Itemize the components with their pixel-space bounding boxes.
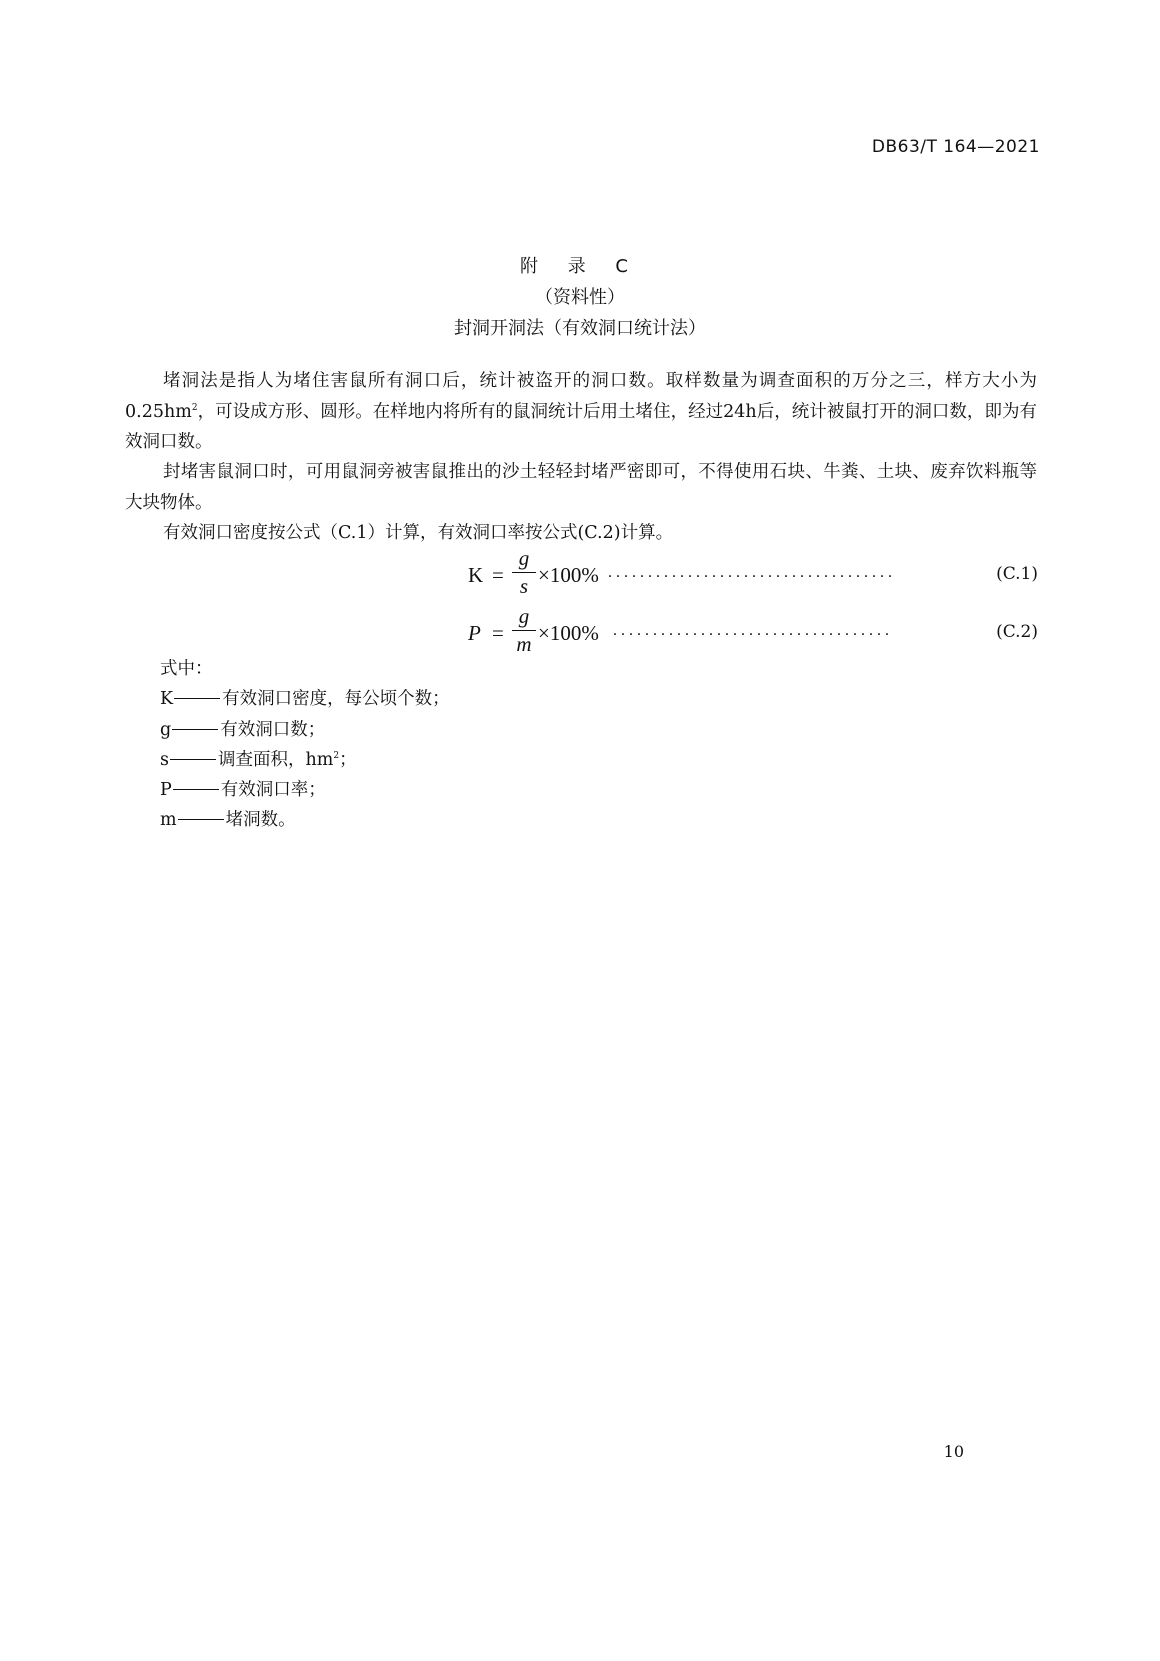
legend-item-m — [160, 805, 296, 835]
formula-c2 — [468, 604, 1038, 661]
superscript: 2 — [333, 751, 340, 761]
legend-item-k — [160, 684, 450, 714]
paragraph-text: ，可设成方形、圆形。在样地内将所有的鼠洞统计后用土堵住，经过24h后，统计被鼠打开的洞口数，即为有效洞口数。 — [125, 401, 1037, 452]
fraction-numerator: g — [518, 604, 530, 628]
legend-symbol: s — [160, 750, 169, 770]
legend-item-p — [160, 775, 326, 805]
formula-equals: = — [492, 621, 504, 645]
em-dash — [170, 759, 216, 760]
legend-description: 有效洞口数； — [220, 720, 326, 740]
legend-description: 有效洞口密度，每公顷个数； — [222, 689, 450, 709]
legend-symbol: m — [160, 810, 177, 830]
paragraph-formula-intro: 有效洞口密度按公式（C.1）计算，有效洞口率按公式(C.2)计算。 — [163, 523, 674, 543]
em-dash — [174, 698, 220, 699]
superscript: 2 — [191, 402, 198, 413]
formula-fraction — [512, 547, 536, 597]
legend-intro: 式中： — [160, 659, 213, 679]
legend-description: 有效洞口率； — [220, 780, 326, 800]
document-code: DB63/T 164—2021 — [871, 137, 1040, 157]
em-dash — [172, 729, 218, 730]
legend-item-s — [160, 745, 357, 775]
paragraph-plugging-method — [125, 366, 1037, 458]
legend-symbol: K — [160, 689, 174, 709]
appendix-title: 附 录 C — [519, 256, 640, 277]
formula-c1 — [468, 546, 1038, 603]
formula-multiplier: ×100% — [538, 563, 599, 587]
formula-number: (C.1) — [996, 564, 1038, 584]
em-dash — [178, 819, 224, 820]
formula-lhs: P — [468, 621, 481, 645]
formula-multiplier: ×100% — [538, 621, 599, 645]
page-number: 10 — [943, 1442, 964, 1461]
fraction-denominator: m — [516, 632, 532, 656]
paragraph-text: 堵洞法是指人为堵住害鼠所有洞口后，统计被盗开的洞口数。取样数量为调查面积的万分之三，样方大小为0.25hm — [125, 371, 1037, 422]
fraction-numerator: g — [518, 546, 530, 570]
fraction-bar — [512, 572, 536, 573]
formula-leader-dots: .................................... — [608, 564, 896, 581]
formula-lhs: K — [468, 563, 484, 587]
formula-fraction — [512, 605, 536, 655]
em-dash — [173, 789, 219, 790]
formula-equals: = — [492, 563, 504, 587]
legend-symbol: P — [160, 780, 172, 800]
fraction-denominator: s — [519, 574, 529, 598]
fraction-bar — [512, 630, 536, 631]
appendix-heading: 封洞开洞法（有效洞口统计法） — [454, 318, 706, 339]
legend-item-g — [160, 715, 325, 745]
legend-punctuation: ； — [339, 750, 357, 770]
legend-symbol: g — [160, 720, 172, 740]
formula-number: (C.2) — [996, 622, 1038, 642]
appendix-nature: （资料性） — [535, 287, 625, 308]
legend-description: 堵洞数。 — [225, 810, 296, 830]
legend-description: 调查面积，hm — [217, 750, 334, 770]
paragraph-sealing-instructions: 封堵害鼠洞口时，可用鼠洞旁被害鼠推出的沙土轻轻封堵严密即可，不得使用石块、牛粪、土块、废弃饮料瓶等大块物体。 — [125, 462, 1037, 513]
formula-leader-dots: ................................... — [613, 622, 893, 639]
